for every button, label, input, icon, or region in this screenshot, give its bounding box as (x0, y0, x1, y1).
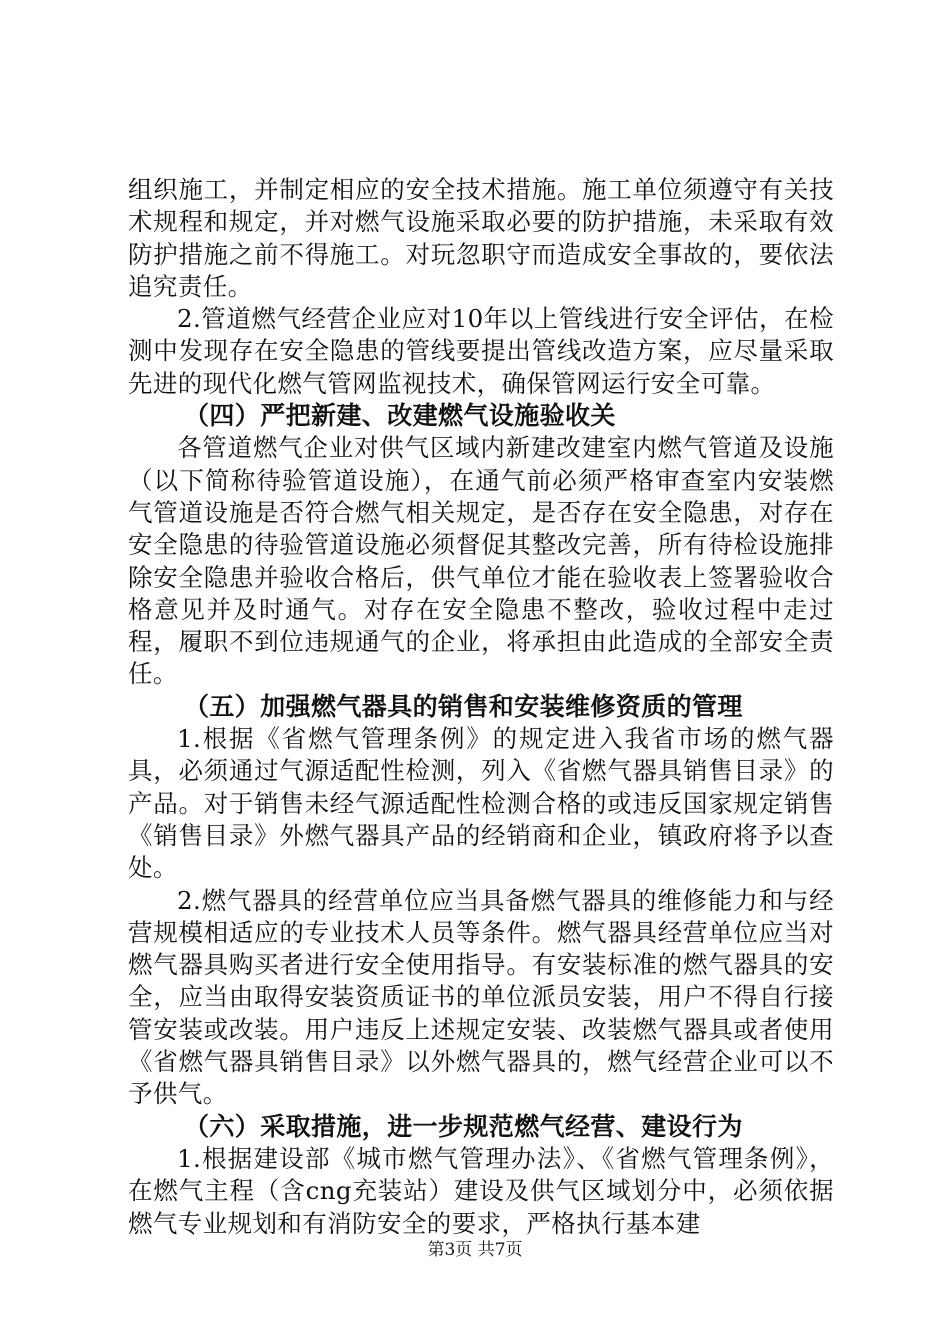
paragraph: 组织施工，并制定相应的安全技术措施。施工单位须遵守有关技术规程和规定，并对燃气设施采取必要的防护措施，未采取有效防护措施之前不得施工。对玩忽职守而造成安全事故的，要依法追究责任。 (128, 175, 834, 301)
page-footer: 第3页 共7页 (427, 1240, 523, 1260)
paragraph: 1.根据建设部《城市燃气管理办法》、《省燃气管理条例》，在燃气主程（含cng充装站）建设及供气区域划分中，必须依据燃气专业规划和有消防安全的要求，严格执行基本建 (128, 1143, 834, 1238)
paragraph: 1.根据《省燃气管理条例》的规定进入我省市场的燃气器具，必须通过气源适配性检测，列入《省燃气器具销售目录》的产品。对于销售未经气源适配性检测合格的或违反国家规定销售《销售目录》外燃气器具产品的经销商和企业，镇政府将予以查处。 (128, 724, 834, 883)
section-heading: （四）严把新建、改建燃气设施验收关 (184, 401, 616, 431)
section-heading: （五）加强燃气器具的销售和安装维修资质的管理 (184, 691, 743, 721)
document-body (128, 174, 834, 1240)
paragraph: 各管道燃气企业对供气区域内新建改建室内燃气管道及设施（以下简称待验管道设施），在通气前必须严格审查室内安装燃气管道设施是否符合燃气相关规定，是否存在安全隐患，对存在安全隐患的待验管道设施必须督促其整改完善，所有待检设施排除安全隐患并验收合格后，供气单位才能在验收表上签署验收合格意见并及时通气。对存在安全隐患不整改，验收过程中走过程，履职不到位违规通气的企业，将承担由此造成的全部安全责任。 (128, 433, 834, 689)
paragraph: 2.燃气器具的经营单位应当具备燃气器具的维修能力和与经营规模相适应的专业技术人员等条件。燃气器具经营单位应当对燃气器具购买者进行安全使用指导。有安装标准的燃气器具的安全，应当由取得安装资质证书的单位派员安装，用户不得自行接管安装或改装。用户违反上述规定安装、改装燃气器具或者使用《省燃气器具销售目录》以外燃气器具的，燃气经营企业可以不予供气。 (128, 885, 834, 1109)
paragraph: 2.管道燃气经营企业应对10年以上管线进行安全评估，在检测中发现存在安全隐患的管线要提出管线改造方案，应尽量采取先进的现代化燃气管网监视技术，确保管网运行安全可靠。 (128, 304, 834, 398)
section-heading: （六）采取措施，进一步规范燃气经营、建设行为 (184, 1111, 743, 1141)
